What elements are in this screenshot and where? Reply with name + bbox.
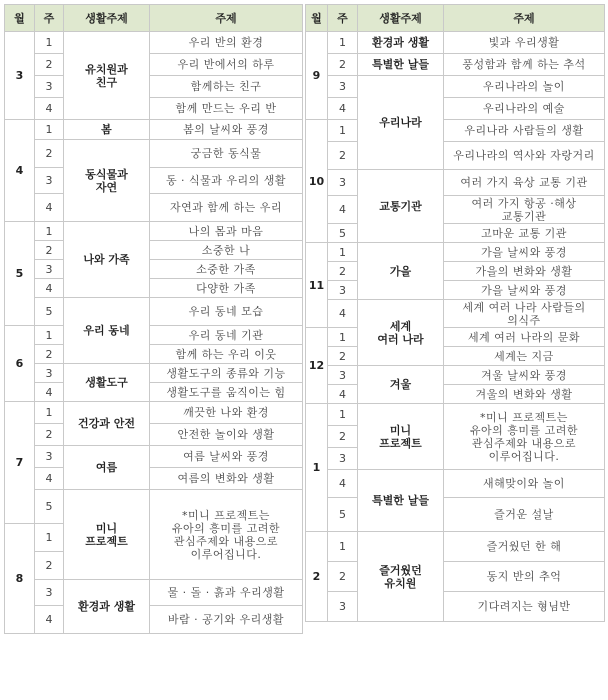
topic-cell: 가을 날씨와 풍경 (444, 243, 605, 262)
week-cell: 1 (328, 32, 358, 54)
topic-cell: 우리나라의 역사와 자랑거리 (444, 142, 605, 170)
week-cell: 1 (35, 120, 64, 140)
week-cell: 5 (328, 224, 358, 243)
table-row (5, 580, 303, 606)
life-theme-cell: 미니 프로젝트 (358, 404, 444, 470)
table-row (5, 383, 303, 402)
week-cell: 4 (35, 383, 64, 402)
month-cell: 12 (306, 328, 328, 404)
table-row (306, 281, 605, 300)
topic-cell: 우리 동네 모습 (150, 298, 303, 326)
topic-cell: *미니 프로젝트는 유아의 흥미를 고려한 관심주제와 내용으로 이루어집니다. (444, 404, 605, 470)
topic-cell: 동지 반의 추억 (444, 562, 605, 592)
topic-cell: 다양한 가족 (150, 279, 303, 298)
week-cell: 2 (35, 424, 64, 446)
header-life-theme: 생활주제 (64, 5, 150, 32)
life-theme-cell: 미니 프로젝트 (64, 490, 150, 580)
header-topic: 주제 (444, 5, 605, 32)
left-table-body (5, 32, 303, 634)
header-month: 월 (306, 5, 328, 32)
topic-cell: 동 · 식물과 우리의 생활 (150, 168, 303, 194)
topic-cell: 세계는 지금 (444, 347, 605, 366)
week-cell: 1 (35, 222, 64, 241)
table-row (5, 222, 303, 241)
week-cell: 4 (35, 606, 64, 634)
table-row (306, 366, 605, 385)
week-cell: 2 (328, 426, 358, 448)
week-cell: 4 (328, 470, 358, 498)
month-cell: 6 (5, 326, 35, 402)
table-row (306, 562, 605, 592)
life-theme-cell: 동식물과 자연 (64, 140, 150, 222)
week-cell: 3 (35, 76, 64, 98)
topic-cell: 궁금한 동식물 (150, 140, 303, 168)
table-row (306, 98, 605, 120)
week-cell: 2 (328, 54, 358, 76)
week-cell: 1 (35, 402, 64, 424)
table-row (5, 140, 303, 168)
month-cell: 10 (306, 120, 328, 243)
topic-cell: 함께 만드는 우리 반 (150, 98, 303, 120)
topic-cell: 겨울의 변화와 생활 (444, 385, 605, 404)
header-week: 주 (328, 5, 358, 32)
week-cell: 3 (328, 592, 358, 622)
table-row (306, 328, 605, 347)
life-theme-cell: 환경과 생활 (358, 32, 444, 54)
life-theme-cell: 특별한 날들 (358, 54, 444, 76)
table-row (306, 32, 605, 54)
topic-cell: 우리나라 사람들의 생활 (444, 120, 605, 142)
life-theme-cell: 환경과 생활 (64, 580, 150, 634)
topic-cell: 우리 반에서의 하루 (150, 54, 303, 76)
table-row (306, 347, 605, 366)
right-table-body (306, 32, 605, 622)
week-cell: 3 (35, 446, 64, 468)
topic-cell: 세계 여러 나라의 문화 (444, 328, 605, 347)
week-cell: 1 (35, 524, 64, 552)
table-row (5, 54, 303, 76)
life-theme-cell: 겨울 (358, 366, 444, 404)
week-cell: 3 (328, 281, 358, 300)
table-row (306, 170, 605, 196)
week-cell: 2 (35, 140, 64, 168)
week-cell: 1 (35, 32, 64, 54)
week-cell: 4 (328, 196, 358, 224)
topic-cell: 세계 여러 나라 사람들의 의식주 (444, 300, 605, 328)
week-cell: 3 (328, 170, 358, 196)
week-cell: 3 (35, 580, 64, 606)
life-theme-cell: 생활도구 (64, 364, 150, 402)
table-row (306, 262, 605, 281)
topic-cell: 즐거웠던 한 해 (444, 532, 605, 562)
topic-cell: 여러 가지 육상 교통 기관 (444, 170, 605, 196)
header-topic: 주제 (150, 5, 303, 32)
month-cell: 7 (5, 402, 35, 524)
week-cell: 1 (328, 120, 358, 142)
week-cell: 2 (328, 142, 358, 170)
table-row (5, 168, 303, 194)
week-cell: 4 (35, 194, 64, 222)
table-row (306, 300, 605, 328)
week-cell: 2 (35, 241, 64, 260)
topic-cell: 나의 몸과 마음 (150, 222, 303, 241)
week-cell: 2 (328, 347, 358, 366)
week-cell: 1 (328, 328, 358, 347)
week-cell: 4 (328, 385, 358, 404)
table-row (5, 98, 303, 120)
topic-cell: *미니 프로젝트는 유아의 흥미를 고려한 관심주제와 내용으로 이루어집니다. (150, 490, 303, 580)
topic-cell: 생활도구의 종류와 기능 (150, 364, 303, 383)
topic-cell: 소중한 가족 (150, 260, 303, 279)
week-cell: 2 (35, 54, 64, 76)
week-cell: 3 (328, 76, 358, 98)
month-cell: 3 (5, 32, 35, 120)
week-cell: 2 (35, 552, 64, 580)
table-row (5, 298, 303, 326)
topic-cell: 깨끗한 나와 환경 (150, 402, 303, 424)
table-row (5, 120, 303, 140)
table-row (5, 241, 303, 260)
topic-cell: 봄의 날씨와 풍경 (150, 120, 303, 140)
week-cell: 1 (328, 532, 358, 562)
header-month: 월 (5, 5, 35, 32)
table-row (5, 76, 303, 98)
curriculum-table-left (4, 4, 303, 634)
month-cell: 1 (306, 404, 328, 532)
topic-cell: 기다려지는 형님반 (444, 592, 605, 622)
topic-cell: 고마운 교통 기관 (444, 224, 605, 243)
table-row (5, 490, 303, 524)
table-row (5, 446, 303, 468)
month-cell: 5 (5, 222, 35, 326)
table-row (5, 260, 303, 279)
week-cell: 4 (328, 300, 358, 328)
week-cell: 3 (328, 366, 358, 385)
table-row (306, 120, 605, 142)
week-cell: 4 (35, 98, 64, 120)
topic-cell: 빛과 우리생활 (444, 32, 605, 54)
topic-cell: 즐거운 설날 (444, 498, 605, 532)
week-cell: 3 (35, 364, 64, 383)
topic-cell: 우리 반의 환경 (150, 32, 303, 54)
life-theme-cell: 유치원과 친구 (64, 32, 150, 120)
table-row (306, 54, 605, 76)
table-row (306, 224, 605, 243)
topic-cell: 물 · 돌 · 흙과 우리생활 (150, 580, 303, 606)
week-cell: 4 (328, 98, 358, 120)
month-cell: 11 (306, 243, 328, 328)
month-cell: 8 (5, 524, 35, 634)
life-theme-cell: 우리 동네 (64, 298, 150, 364)
topic-cell: 자연과 함께 하는 우리 (150, 194, 303, 222)
table-row (5, 32, 303, 54)
topic-cell: 함께하는 친구 (150, 76, 303, 98)
table-row (306, 243, 605, 262)
week-cell: 2 (328, 562, 358, 592)
table-row (306, 592, 605, 622)
week-cell: 2 (328, 262, 358, 281)
life-theme-cell: 교통기관 (358, 170, 444, 243)
table-row (5, 194, 303, 222)
month-cell: 9 (306, 32, 328, 120)
header-week: 주 (35, 5, 64, 32)
life-theme-cell: 즐거웠던 유치원 (358, 532, 444, 622)
week-cell: 4 (35, 468, 64, 490)
topic-cell: 소중한 나 (150, 241, 303, 260)
week-cell: 1 (328, 404, 358, 426)
life-theme-cell: 건강과 안전 (64, 402, 150, 446)
table-row (306, 470, 605, 498)
topic-cell: 우리 동네 기관 (150, 326, 303, 345)
table-row (5, 606, 303, 634)
topic-cell: 풍성함과 함께 하는 추석 (444, 54, 605, 76)
table-row (306, 76, 605, 98)
table-row (5, 345, 303, 364)
curriculum-table-right (305, 4, 605, 622)
topic-cell: 우리나라의 예술 (444, 98, 605, 120)
topic-cell: 생활도구를 움직이는 힘 (150, 383, 303, 402)
topic-cell: 우리나라의 놀이 (444, 76, 605, 98)
life-theme-cell: 특별한 날들 (358, 470, 444, 532)
month-cell: 4 (5, 120, 35, 222)
week-cell: 3 (328, 448, 358, 470)
week-cell: 5 (35, 298, 64, 326)
topic-cell: 가을의 변화와 생활 (444, 262, 605, 281)
table-row (306, 532, 605, 562)
table-row (306, 404, 605, 426)
table-row (5, 279, 303, 298)
life-theme-cell: 봄 (64, 120, 150, 140)
topic-cell: 안전한 놀이와 생활 (150, 424, 303, 446)
week-cell: 3 (35, 260, 64, 279)
topic-cell: 바람 · 공기와 우리생활 (150, 606, 303, 634)
table-row (5, 364, 303, 383)
life-theme-cell: 세계 여러 나라 (358, 300, 444, 366)
life-theme-cell: 우리나라 (358, 76, 444, 170)
topic-cell: 함께 하는 우리 이웃 (150, 345, 303, 364)
table-row (306, 196, 605, 224)
life-theme-cell: 여름 (64, 446, 150, 490)
header-life-theme: 생활주제 (358, 5, 444, 32)
table-row (5, 326, 303, 345)
topic-cell: 가을 날씨와 풍경 (444, 281, 605, 300)
month-cell: 2 (306, 532, 328, 622)
table-row (5, 402, 303, 424)
table-row (306, 142, 605, 170)
topic-cell: 겨울 날씨와 풍경 (444, 366, 605, 385)
table-row (306, 498, 605, 532)
week-cell: 1 (35, 326, 64, 345)
week-cell: 5 (328, 498, 358, 532)
week-cell: 2 (35, 345, 64, 364)
week-cell: 3 (35, 168, 64, 194)
topic-cell: 새해맞이와 놀이 (444, 470, 605, 498)
week-cell: 1 (328, 243, 358, 262)
topic-cell: 여름 날씨와 풍경 (150, 446, 303, 468)
life-theme-cell: 가을 (358, 243, 444, 300)
topic-cell: 여름의 변화와 생활 (150, 468, 303, 490)
topic-cell: 여러 가지 항공 ·해상 교통기관 (444, 196, 605, 224)
table-row (5, 468, 303, 490)
table-row (5, 424, 303, 446)
life-theme-cell: 나와 가족 (64, 222, 150, 298)
table-row (306, 385, 605, 404)
week-cell: 5 (35, 490, 64, 524)
week-cell: 4 (35, 279, 64, 298)
